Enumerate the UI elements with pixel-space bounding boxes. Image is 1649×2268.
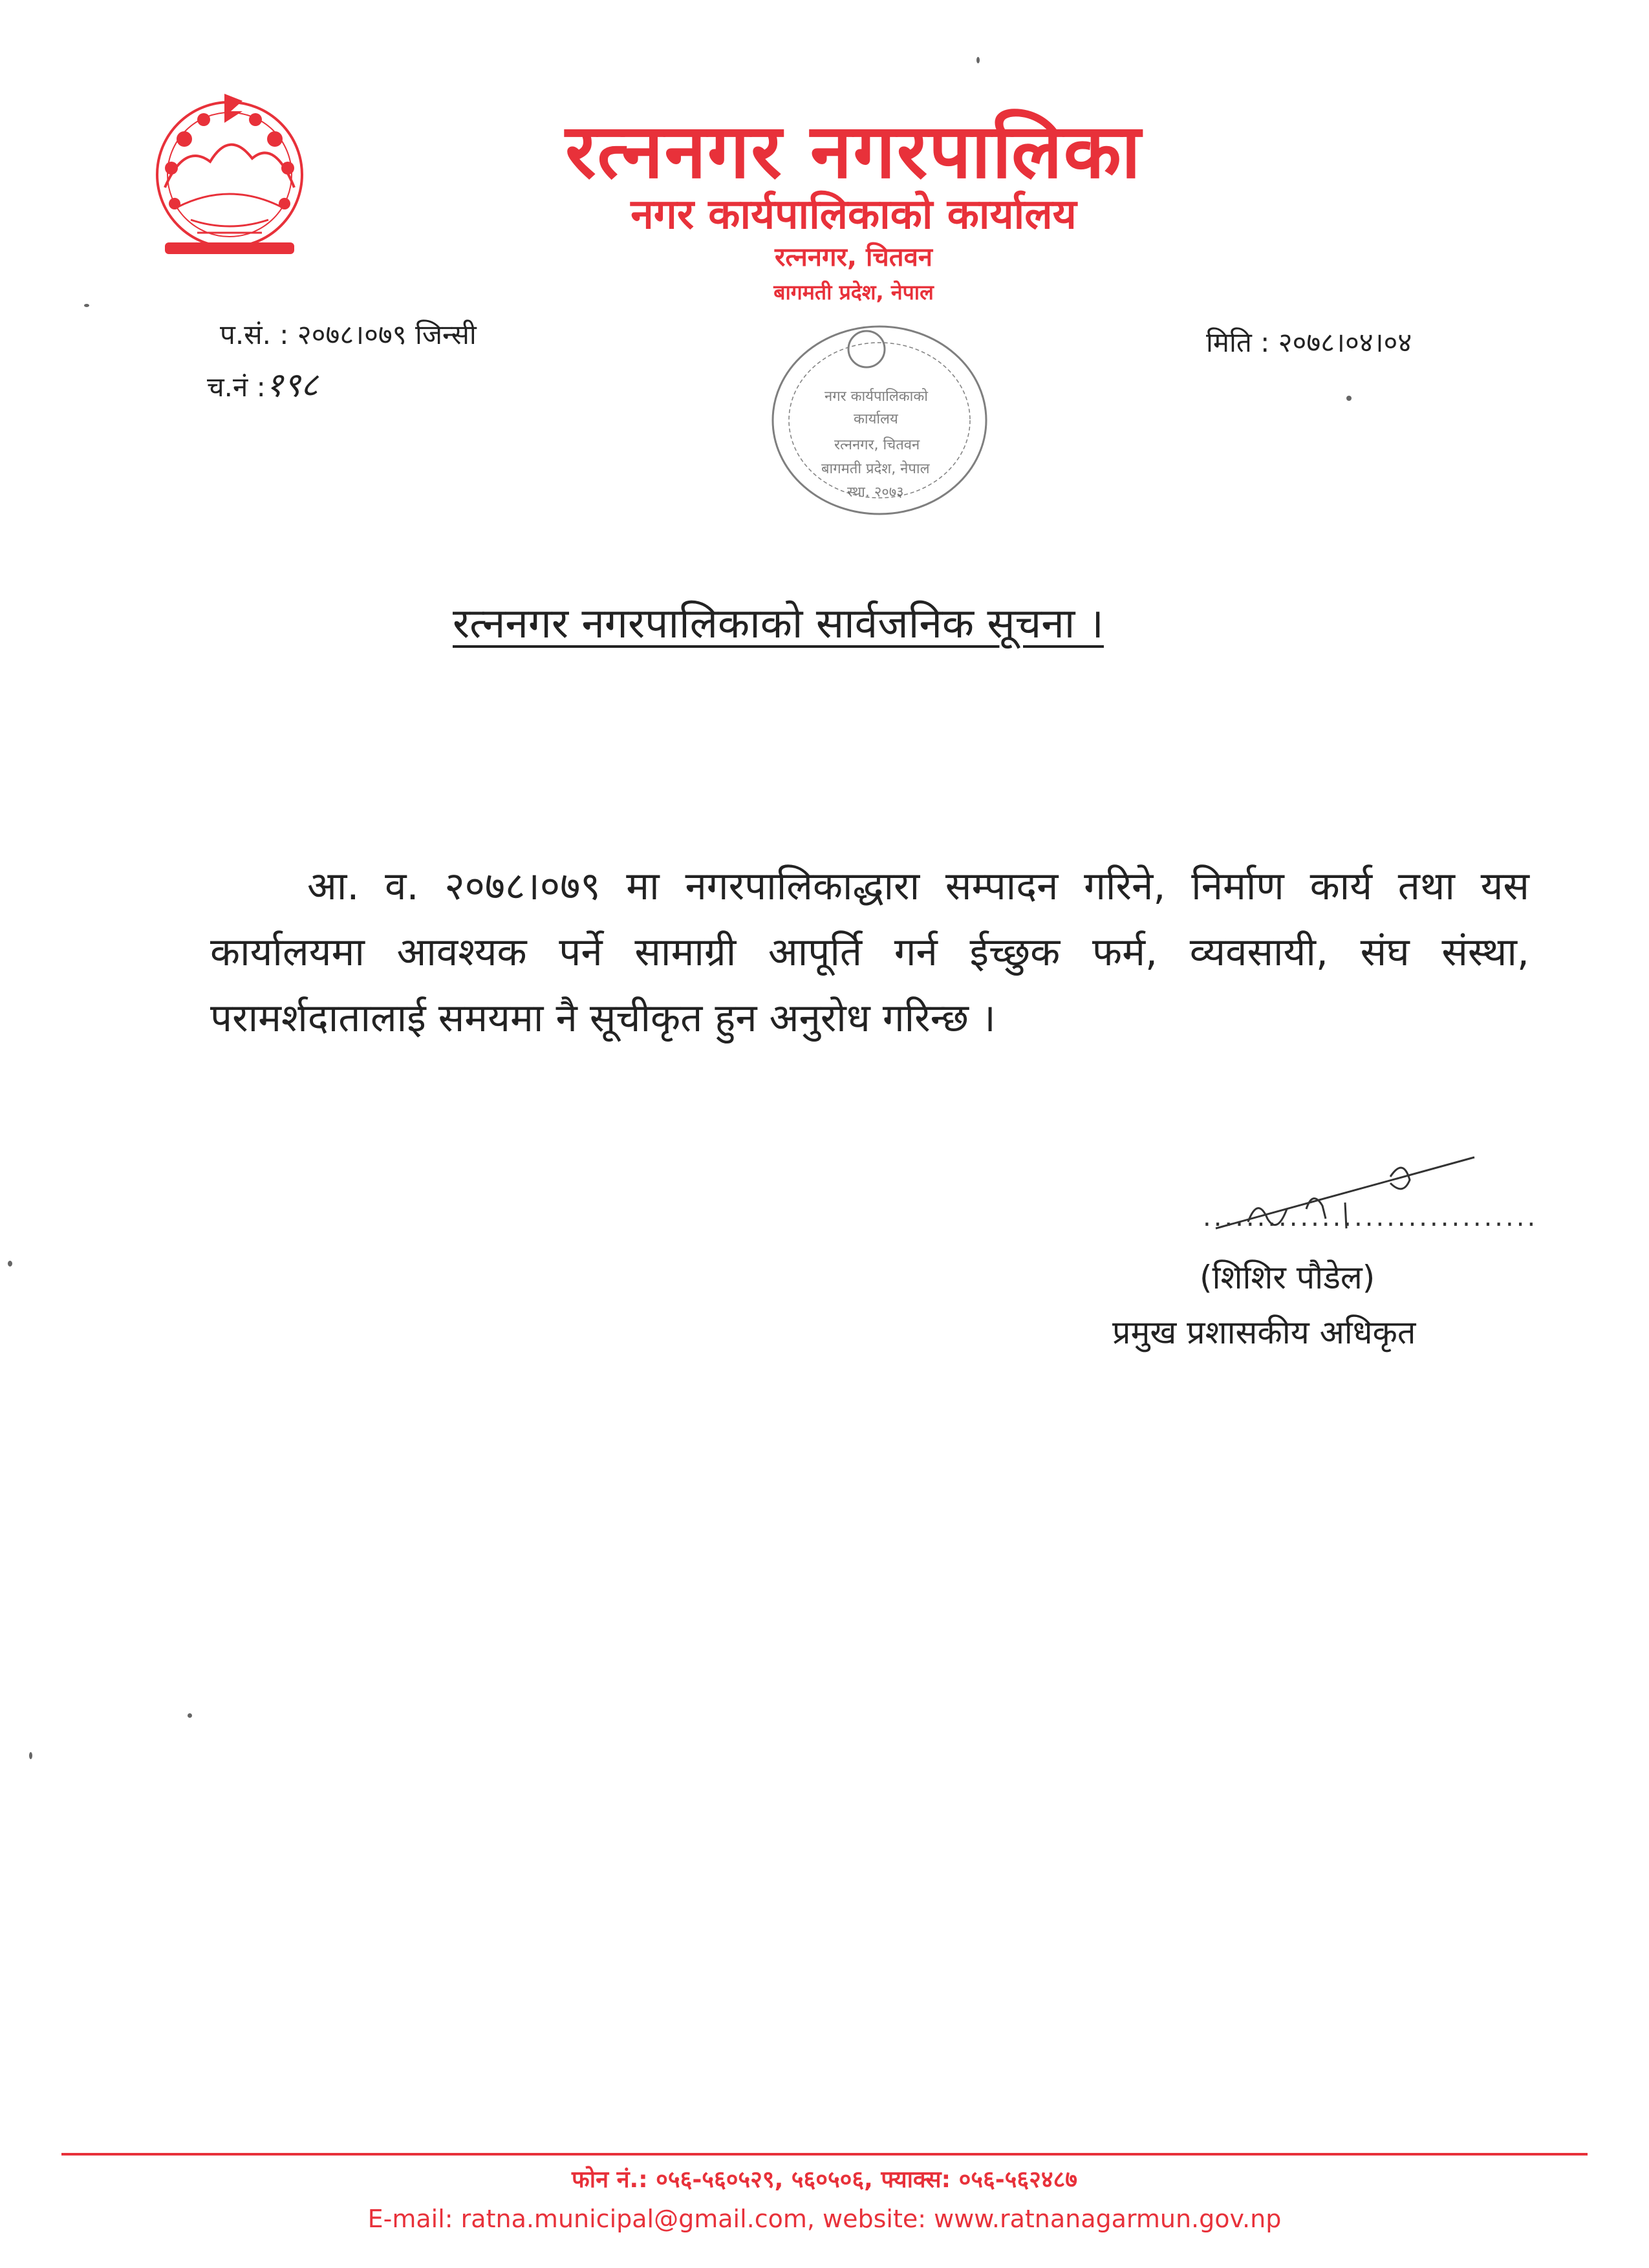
footer-divider — [61, 2153, 1588, 2156]
scan-speck — [188, 1713, 192, 1718]
dispatch-number-label: च.नं : — [207, 371, 266, 403]
dispatch-number — [207, 361, 318, 407]
reference-number: प.सं. : २०७८।०७९ जिन्सी — [220, 319, 477, 350]
office-name: नगर कार्यपालिकाको कार्यालय — [630, 191, 1077, 239]
org-name: रत्ननगर नगरपालिका — [565, 108, 1142, 195]
stamp-line-2: कार्यालय — [854, 411, 898, 427]
dispatch-number-value: १९८ — [265, 366, 318, 405]
address-line-2: बागमती प्रदेश, नेपाल — [773, 280, 934, 305]
stamp-line-5: स्था. २०७३ — [847, 484, 904, 500]
notice-title: रत्ननगर नगरपालिकाको सार्वजनिक सूचना । — [453, 600, 1104, 648]
nepal-government-emblem-icon — [139, 84, 320, 265]
scan-speck — [84, 304, 89, 307]
footer-contact: E-mail: ratna.municipal@gmail.com, website: www.ratnanagarmun.gov.np — [367, 2205, 1282, 2233]
footer-phone: फोन नं.: ०५६-५६०५२९, ५६०५०६, फ्याक्स: ०५६-५६२४८७ — [571, 2166, 1077, 2193]
notice-body: आ. व. २०७८।०७९ मा नगरपालिकाद्धारा सम्पादन गरिने, निर्माण कार्य तथा यस कार्यालयमा आवश्यक पर्ने सामाग्री आपूर्ति गर्न ईच्छुक फर्म, व्यवसायी, संघ संस्था, परामर्शदातालाई समयमा नै सूचीकृत हुन अनुरोध गरिन्छ । — [210, 864, 1529, 1041]
scan-speck — [1346, 396, 1352, 401]
address-line-1: रत्ननगर, चितवन — [774, 242, 933, 272]
office-seal-stamp — [757, 304, 1002, 524]
signature-line: ............................... — [1203, 1203, 1538, 1232]
scan-speck — [29, 1752, 32, 1759]
scan-speck — [976, 57, 980, 63]
stamp-line-1: नगर कार्यपालिकाको — [824, 389, 928, 405]
scan-speck — [8, 1261, 12, 1267]
stamp-line-3: रत्ननगर, चितवन — [834, 437, 920, 453]
signer-name: (शिशिर पौडेल) — [1200, 1259, 1375, 1296]
letter-date: मिति : २०७८।०४।०४ — [1206, 326, 1412, 358]
stamp-line-4: बागमती प्रदेश, नेपाल — [821, 461, 930, 477]
signer-title: प्रमुख प्रशासकीय अधिकृत — [1112, 1314, 1416, 1351]
